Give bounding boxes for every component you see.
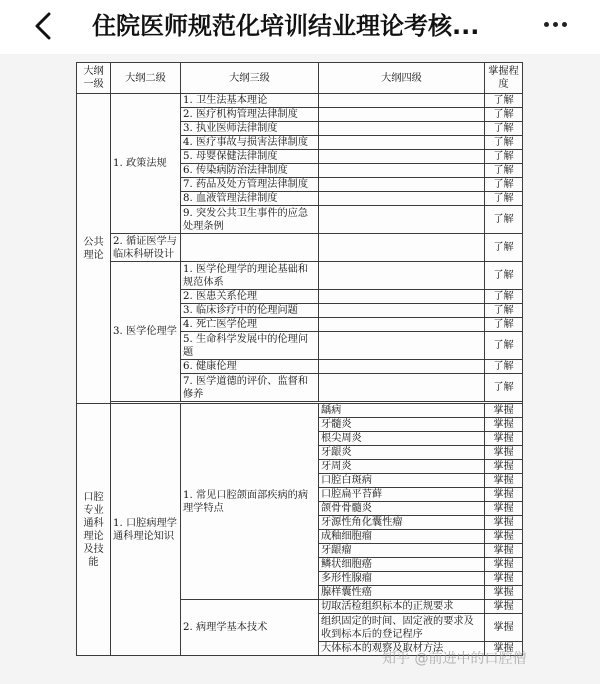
level4-cell: 牙源性角化囊性瘤 [319, 516, 485, 530]
level4-cell [319, 304, 485, 318]
level4-cell [319, 234, 485, 262]
level4-cell [319, 94, 485, 108]
level4-cell: 龋病 [319, 404, 485, 418]
mastery-cell: 了解 [485, 94, 523, 108]
level4-cell: 牙周炎 [319, 460, 485, 474]
mastery-cell: 了解 [485, 360, 523, 374]
level4-cell: 多形性腺瘤 [319, 572, 485, 586]
header-level4: 大纲四级 [319, 63, 485, 94]
level4-cell [319, 262, 485, 290]
mastery-cell: 了解 [485, 136, 523, 150]
level4-cell [319, 192, 485, 206]
level4-cell: 牙龈瘤 [319, 544, 485, 558]
level3-cell: 1. 卫生法基本理论 [181, 94, 319, 108]
mastery-cell: 掌握 [485, 642, 523, 656]
level4-cell: 鳞状细胞癌 [319, 558, 485, 572]
mastery-cell: 掌握 [485, 418, 523, 432]
mastery-cell: 了解 [485, 108, 523, 122]
document-image [0, 54, 600, 684]
mastery-cell: 掌握 [485, 474, 523, 488]
mastery-cell: 掌握 [485, 446, 523, 460]
mastery-cell: 了解 [485, 290, 523, 304]
level4-cell [319, 136, 485, 150]
back-icon[interactable] [30, 12, 58, 40]
level4-cell: 口腔扁平苔藓 [319, 488, 485, 502]
header-level1: 大纲一级 [77, 63, 111, 94]
level3-cell [181, 234, 319, 262]
level4-cell: 颌骨骨髓炎 [319, 502, 485, 516]
page-title: 住院医师规范化培训结业理论考核... [92, 12, 480, 40]
level4-cell: 成釉细胞瘤 [319, 530, 485, 544]
mastery-cell: 了解 [485, 122, 523, 136]
level3-cell: 2. 医疗机构管理法律制度 [181, 108, 319, 122]
level3-cell: 2. 病理学基本技术 [181, 600, 319, 656]
mastery-cell: 掌握 [485, 488, 523, 502]
mastery-cell: 了解 [485, 304, 523, 318]
mastery-cell: 掌握 [485, 572, 523, 586]
mastery-cell: 掌握 [485, 404, 523, 418]
level3-cell: 4. 医疗事故与损害法律制度 [181, 136, 319, 150]
level1-cell: 口腔专业通科理论及技能 [77, 404, 111, 656]
header-mastery: 掌握程度 [485, 63, 523, 94]
mastery-cell: 了解 [485, 164, 523, 178]
mastery-cell: 了解 [485, 374, 523, 402]
header-level3: 大纲三级 [181, 63, 319, 94]
mastery-cell: 了解 [485, 150, 523, 164]
level3-cell: 6. 健康伦理 [181, 360, 319, 374]
level3-cell: 1. 医学伦理学的理论基础和规范体系 [181, 262, 319, 290]
level4-cell [319, 332, 485, 360]
level4-cell: 根尖周炎 [319, 432, 485, 446]
mastery-cell: 掌握 [485, 460, 523, 474]
mastery-cell: 了解 [485, 234, 523, 262]
level3-cell: 1. 常见口腔颌面部疾病的病理学特点 [181, 404, 319, 600]
level3-cell: 6. 传染病防治法律制度 [181, 164, 319, 178]
more-icon[interactable] [544, 22, 571, 29]
level3-cell: 3. 临床诊疗中的伦理问题 [181, 304, 319, 318]
level4-cell [319, 122, 485, 136]
level3-cell: 2. 医患关系伦理 [181, 290, 319, 304]
level4-cell: 牙龈炎 [319, 446, 485, 460]
top-bar [0, 0, 600, 55]
mastery-cell: 掌握 [485, 530, 523, 544]
level1-cell: 公共理论 [77, 94, 111, 404]
level4-cell [319, 150, 485, 164]
level3-cell: 4. 死亡医学伦理 [181, 318, 319, 332]
mastery-cell: 了解 [485, 318, 523, 332]
level2-cell: 3. 医学伦理学 [111, 262, 181, 402]
level4-cell [319, 360, 485, 374]
mastery-cell: 了解 [485, 332, 523, 360]
mastery-cell: 掌握 [485, 600, 523, 614]
level4-cell: 切取活检组织标本的正规要求 [319, 600, 485, 614]
level3-cell: 9. 突发公共卫生事件的应急处理条例 [181, 206, 319, 234]
level2-cell: 2. 循证医学与临床科研设计 [111, 234, 181, 262]
level4-cell: 腺样囊性癌 [319, 586, 485, 600]
level3-cell: 7. 药品及处方管理法律制度 [181, 178, 319, 192]
level3-cell: 8. 血液管理法律制度 [181, 192, 319, 206]
syllabus-sheet [76, 62, 522, 656]
level4-cell: 组织固定的时间、固定液的要求及收到标本后的登记程序 [319, 614, 485, 642]
level3-cell: 5. 母婴保健法律制度 [181, 150, 319, 164]
mastery-cell: 掌握 [485, 614, 523, 642]
level4-cell [319, 290, 485, 304]
header-level2: 大纲二级 [111, 63, 181, 94]
mastery-cell: 掌握 [485, 544, 523, 558]
level4-cell: 牙髓炎 [319, 418, 485, 432]
watermark: 知乎 @前进中的口腔僧 [382, 651, 527, 667]
level3-cell: 3. 执业医师法律制度 [181, 122, 319, 136]
mastery-cell: 了解 [485, 192, 523, 206]
level4-cell: 大体标本的观察及取材方法 [319, 642, 485, 656]
mastery-cell: 掌握 [485, 432, 523, 446]
level4-cell [319, 164, 485, 178]
level4-cell [319, 178, 485, 192]
mastery-cell: 掌握 [485, 586, 523, 600]
level4-cell: 口腔白斑病 [319, 474, 485, 488]
syllabus-table [76, 62, 523, 656]
level4-cell [319, 108, 485, 122]
mastery-cell: 了解 [485, 206, 523, 234]
level3-cell: 7. 医学道德的评价、监督和修养 [181, 374, 319, 402]
level4-cell [319, 206, 485, 234]
mastery-cell: 掌握 [485, 502, 523, 516]
level2-cell: 1. 政策法规 [111, 94, 181, 234]
mastery-cell: 了解 [485, 262, 523, 290]
level4-cell [319, 374, 485, 402]
level4-cell [319, 318, 485, 332]
level2-cell: 1. 口腔病理学通科理论知识 [111, 404, 181, 656]
mastery-cell: 掌握 [485, 558, 523, 572]
mastery-cell: 了解 [485, 178, 523, 192]
mastery-cell: 掌握 [485, 516, 523, 530]
level3-cell: 5. 生命科学发展中的伦理问题 [181, 332, 319, 360]
